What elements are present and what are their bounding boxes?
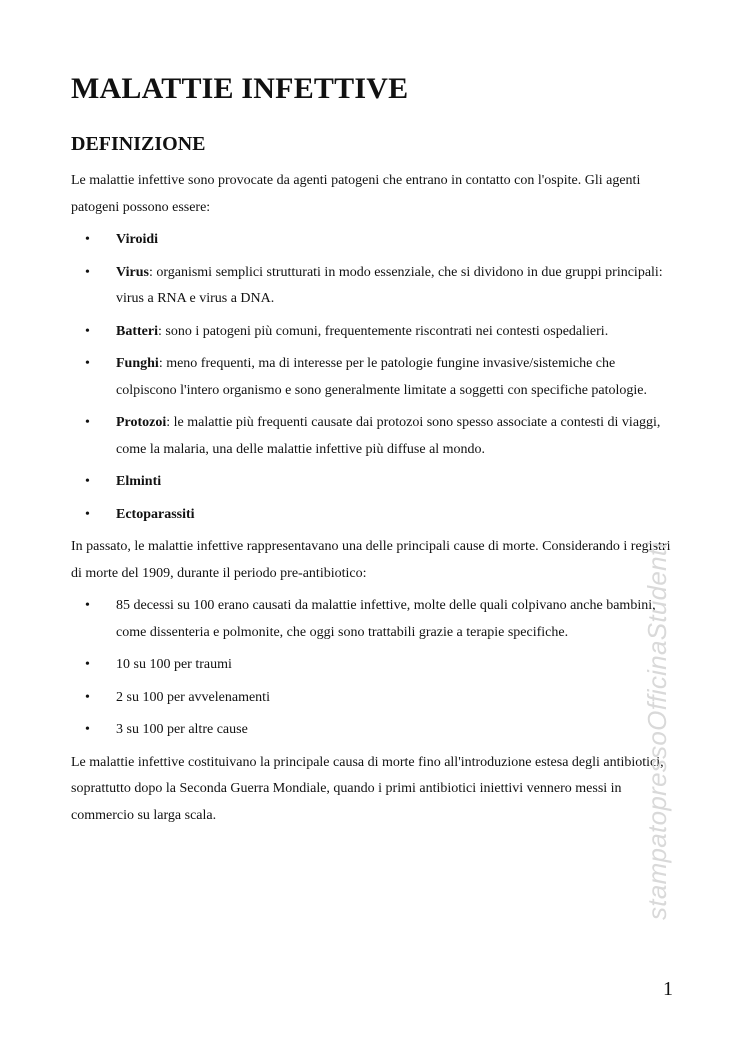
agent-term: Viroidi: [116, 232, 159, 247]
agent-term: Batteri: [116, 323, 158, 339]
list-item: [71, 502, 671, 529]
list-item: [71, 260, 671, 313]
agent-term: Elminti: [116, 474, 162, 489]
list-item: [71, 410, 671, 463]
page-number: 1: [663, 978, 673, 1000]
conclusion-paragraph: Le malattie infettive costituivano la principale causa di morte fino all'introduzione estesa degli antibiotici, soprattutto dopo la Seconda Guerra Mondiale, quando i primi antibiotici iniettivi vennero messi in commercio su larga scala.: [71, 754, 664, 823]
history-paragraph: In passato, le malattie infettive rappresentavano una delle principali cause di morte. Considerando i registri di morte del 1909, durante il periodo pre-antibiotico:: [71, 539, 671, 581]
stats-list: [71, 593, 671, 744]
agent-desc: : sono i patogeni più comuni, frequentemente riscontrati nei contesti ospedalieri.: [157, 323, 609, 339]
agent-term: Protozoi: [116, 415, 167, 430]
list-item: • 10 su 100 per traumi: [71, 652, 671, 679]
agent-term: Funghi: [116, 356, 159, 371]
agent-desc: : organismi semplici strutturati in modo essenziale, che si dividono in due gruppi principali: virus a RNA e virus a DNA.: [116, 264, 663, 306]
list-item: [71, 351, 671, 404]
agent-term: Ectoparassiti: [116, 506, 195, 522]
section-heading: DEFINIZIONE: [71, 133, 206, 155]
agent-desc: : meno frequenti, ma di interesse per le patologie fungine invasive/sistemiche che colpiscono l'intero organismo e sono generalmente limitate a soggetti con specifiche patologie.: [116, 356, 648, 398]
document-title: MALATTIE INFETTIVE: [71, 72, 409, 105]
list-item: • 85 decessi su 100 erano causati da malattie infettive, molte delle quali colpivano anche bambini, come dissenteria e polmonite, che oggi sono trattabili grazie a terapie specifiche.: [71, 593, 671, 646]
watermark: stampatopressoOfficinaStudenti: [642, 542, 672, 920]
list-item: [71, 469, 671, 496]
intro-paragraph: Le malattie infettive sono provocate da agenti patogeni che entrano in contatto con l'ospite. Gli agenti patogeni possono essere:: [71, 173, 641, 215]
agent-desc: : le malattie più frequenti causate dai protozoi sono spesso associate a contesti di viaggi, come la malaria, una delle malattie infettive più diffuse al mondo.: [116, 415, 661, 457]
agents-list: [71, 227, 671, 528]
list-item: • 2 su 100 per avvelenamenti: [71, 685, 671, 712]
document-page: [71, 70, 671, 829]
list-item: [71, 227, 671, 254]
list-item: • 3 su 100 per altre cause: [71, 717, 671, 744]
agent-term: Virus: [116, 264, 149, 280]
list-item: [71, 319, 671, 346]
